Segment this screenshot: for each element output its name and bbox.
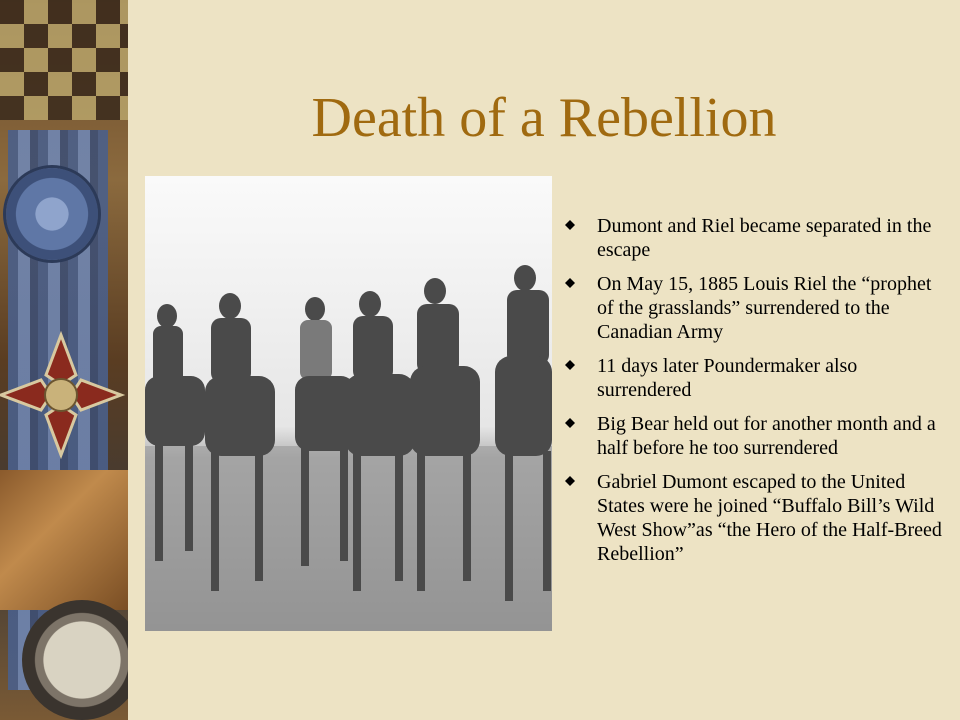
list-item — [565, 470, 945, 566]
bullet-text: On May 15, 1885 Louis Riel the “prophet of the grasslands” surrendered to the Canadian Army — [597, 273, 932, 343]
maltese-cross-medal-icon — [0, 330, 126, 460]
bullet-list — [565, 214, 945, 576]
bullet-text: 11 days later Poundermaker also surrendered — [597, 355, 858, 401]
checkerboard-decoration — [0, 0, 128, 120]
wood-decoration — [0, 470, 128, 610]
horsemen-photo — [145, 176, 552, 631]
diamond-bullet-icon — [565, 220, 575, 230]
list-item — [565, 272, 945, 344]
diamond-bullet-icon — [565, 360, 575, 370]
list-item — [565, 354, 945, 402]
bullet-text: Dumont and Riel became separated in the escape — [597, 215, 932, 261]
compass-decoration — [22, 600, 128, 720]
bullet-text: Big Bear held out for another month and a half before he too surrendered — [597, 413, 936, 459]
list-item — [565, 412, 945, 460]
rosette-decoration — [6, 168, 98, 260]
slide-title: Death of a Rebellion — [311, 87, 777, 149]
diamond-bullet-icon — [565, 278, 575, 288]
list-item — [565, 214, 945, 262]
decorative-side-strip — [0, 0, 128, 720]
diamond-bullet-icon — [565, 476, 575, 486]
bullet-text: Gabriel Dumont escaped to the United States were he joined “Buffalo Bill’s Wild West Show”as “the Hero of the Half-Breed Rebellion” — [597, 471, 942, 565]
diamond-bullet-icon — [565, 418, 575, 428]
